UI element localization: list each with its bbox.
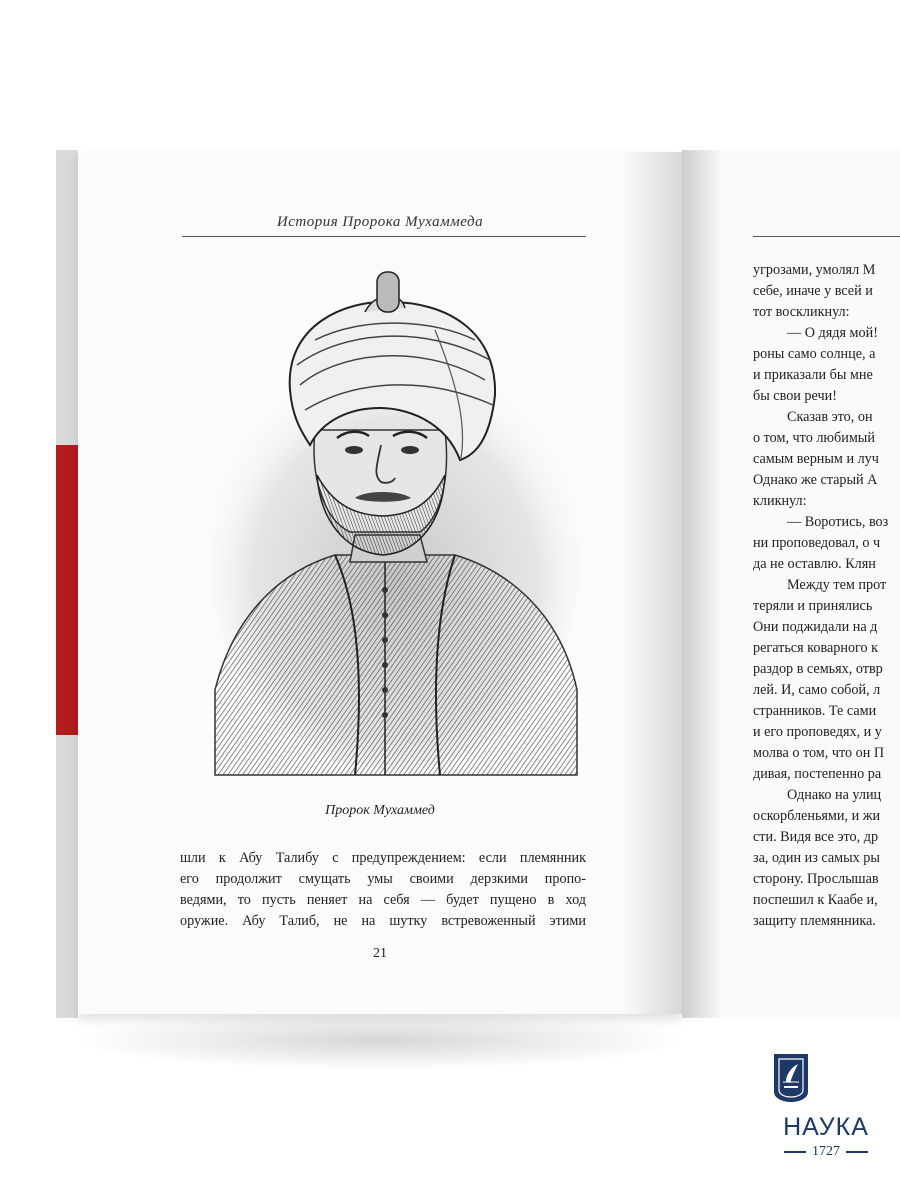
publisher-name: НАУКА <box>783 1113 869 1141</box>
right-page-line: — О дядя мой! <box>787 325 878 341</box>
portrait-caption: Пророк Мухаммед <box>325 803 435 818</box>
running-head-rule <box>182 236 586 237</box>
right-page-line: раздор в семьях, отвр <box>753 661 883 677</box>
right-page-line: самым верным и луч <box>753 451 879 467</box>
right-page-line: теряли и принялись <box>753 598 873 614</box>
left-page-body-text <box>180 848 586 932</box>
right-page-line: дивая, постепенно ра <box>753 766 882 782</box>
right-page-line: и его проповедях, и у <box>753 724 882 740</box>
publisher-emblem <box>770 1052 812 1104</box>
right-page-line: Сказав это, он <box>787 409 873 425</box>
cover-red-band <box>56 445 80 735</box>
prophet-portrait-engraving <box>205 270 585 780</box>
right-page-head-rule <box>753 236 900 237</box>
year-rule-left <box>784 1151 806 1153</box>
right-page-line: кликнул: <box>753 493 807 509</box>
right-page-line: оскорбленьями, и жи <box>753 808 881 824</box>
right-page-line: Однако же старый А <box>753 472 878 488</box>
right-page-line: Между тем прот <box>787 577 887 593</box>
right-page-line: поспешил к Каабе и, <box>753 892 878 908</box>
right-page-line: роны само солнце, а <box>753 346 876 362</box>
right-page-line: о том, что любимый <box>753 430 875 446</box>
right-page-line: сти. Видя все это, др <box>753 829 879 845</box>
right-page-line: регаться коварного к <box>753 640 879 656</box>
right-page-line: лей. И, само собой, л <box>753 682 881 698</box>
right-page-body-text <box>753 260 900 932</box>
right-page-line: за, один из самых ры <box>753 850 880 866</box>
publisher-year: 1727 <box>812 1144 840 1159</box>
right-page-line: бы свои речи! <box>753 388 837 404</box>
body-line: его продолжит смущать умы своими дерзкими пропо- <box>180 871 586 887</box>
right-page-line: тот воскликнул: <box>753 304 850 320</box>
right-page-line: Они поджидали на д <box>753 619 878 635</box>
running-head: История Пророка Мухаммеда <box>276 214 484 230</box>
right-page-line: молва о том, что он П <box>753 745 885 761</box>
publisher-year-row <box>770 1144 882 1160</box>
page-number: 21 <box>373 946 387 961</box>
body-line: шли к Абу Талибу с предупреждением: если племянник <box>180 850 586 866</box>
right-page-line: угрозами, умолял М <box>753 262 876 278</box>
body-line: оружие. Абу Талиб, не на шутку встревоженный этими <box>180 913 586 929</box>
right-page-line: себе, иначе у всей и <box>753 283 873 299</box>
year-rule-right <box>846 1151 868 1153</box>
right-page-line: — Воротись, воз <box>787 514 889 530</box>
right-page-line: защиту племянника. <box>753 913 876 929</box>
right-page-line: Однако на улиц <box>787 787 882 803</box>
right-page-line: сторону. Прослышав <box>753 871 879 887</box>
right-page-line: да не оставлю. Клян <box>753 556 876 572</box>
publisher-logo <box>770 1052 882 1160</box>
book-shadow <box>70 1010 690 1070</box>
right-page-line: ни проповедовал, о ч <box>753 535 881 551</box>
right-page-line: и приказали бы мне <box>753 367 873 383</box>
body-line: ведями, то пусть пеняет на себя — будет пущено в ход <box>180 892 586 908</box>
right-page-line: странников. Те сами <box>753 703 877 719</box>
